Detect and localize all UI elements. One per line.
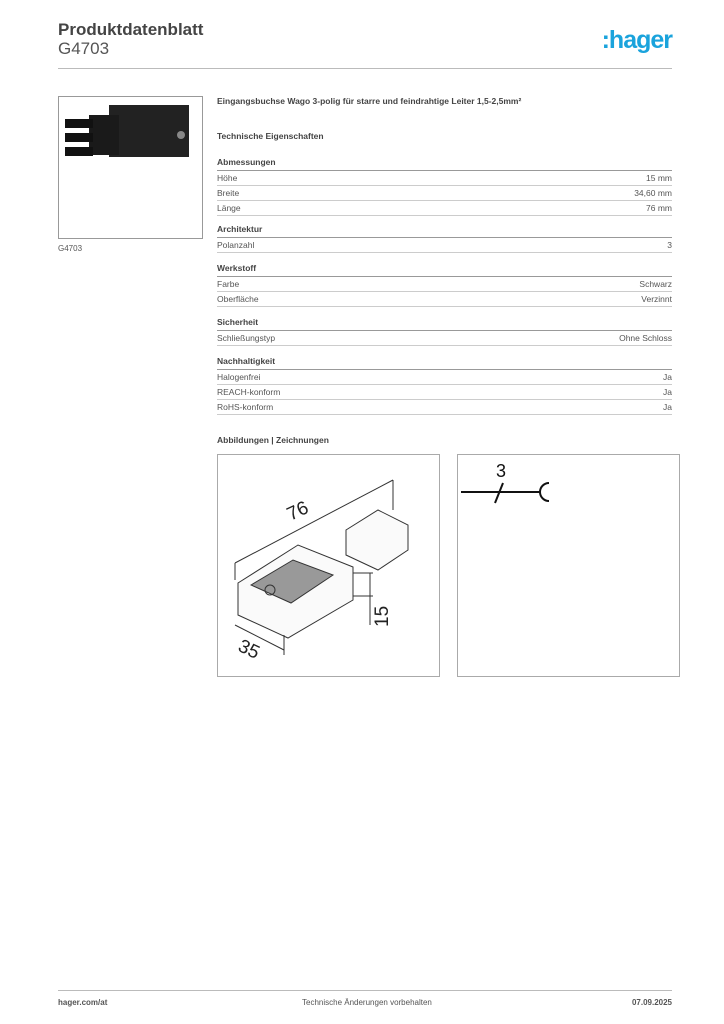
page-title: Produktdatenblatt <box>58 20 204 39</box>
section-abmessungen <box>217 157 672 216</box>
footer-date: 07.09.2025 <box>631 998 672 1007</box>
table-row <box>217 201 672 216</box>
footer-disclaimer: Technische Änderungen vorbehalten <box>302 998 432 1007</box>
dim-width-label: 35 <box>234 635 263 664</box>
section-title: Architektur <box>217 224 672 238</box>
row-label: REACH-konform <box>217 387 281 397</box>
row-label: Höhe <box>217 173 238 183</box>
section-title: Abmessungen <box>217 157 672 171</box>
product-code: G4703 <box>58 39 110 58</box>
dim-height-label: 15 <box>372 605 393 627</box>
row-value: Verzinnt <box>641 294 672 304</box>
row-label: Farbe <box>217 279 240 289</box>
product-description: Eingangsbuchse Wago 3-polig für starre und feindrahtige Leiter 1,5-2,5mm² <box>217 96 522 106</box>
dim-length-label: 76 <box>283 497 312 526</box>
table-row <box>217 331 672 346</box>
section-title: Nachhaltigkeit <box>217 356 672 370</box>
table-row <box>217 171 672 186</box>
footer-divider <box>58 990 672 991</box>
row-label: Schließungstyp <box>217 333 276 343</box>
table-row <box>217 400 672 415</box>
row-value: 15 mm <box>646 173 672 183</box>
table-row <box>217 292 672 307</box>
photo-caption: G4703 <box>58 244 83 253</box>
row-label: Breite <box>217 188 240 198</box>
row-label: Länge <box>217 203 241 213</box>
circuit-symbol-drawing <box>457 454 680 677</box>
row-value: 34,60 mm <box>634 188 672 198</box>
table-row <box>217 238 672 253</box>
dimension-drawing <box>217 454 440 677</box>
row-value: Ja <box>663 402 672 412</box>
header-divider <box>58 68 672 69</box>
row-value: Schwarz <box>639 279 672 289</box>
drawings-heading: Abbildungen | Zeichnungen <box>217 435 329 445</box>
row-value: 3 <box>667 240 672 250</box>
table-row <box>217 186 672 201</box>
section-title: Werkstoff <box>217 263 672 277</box>
row-label: Halogenfrei <box>217 372 261 382</box>
row-label: RoHS-konform <box>217 402 274 412</box>
row-label: Polanzahl <box>217 240 255 250</box>
table-row <box>217 277 672 292</box>
footer-website-link[interactable]: hager.com/at <box>58 998 108 1007</box>
table-row <box>217 370 672 385</box>
section-nachhaltigkeit <box>217 356 672 415</box>
section-title: Sicherheit <box>217 317 672 331</box>
product-photo <box>58 96 203 239</box>
poles-label: 3 <box>496 461 507 481</box>
row-value: 76 mm <box>646 203 672 213</box>
hager-logo: :hager <box>601 26 672 54</box>
row-value: Ohne Schloss <box>619 333 672 343</box>
row-label: Oberfläche <box>217 294 259 304</box>
section-sicherheit <box>217 317 672 346</box>
section-werkstoff <box>217 263 672 307</box>
table-row <box>217 385 672 400</box>
tech-properties-heading: Technische Eigenschaften <box>217 131 324 141</box>
row-value: Ja <box>663 372 672 382</box>
section-architektur <box>217 224 672 253</box>
row-value: Ja <box>663 387 672 397</box>
